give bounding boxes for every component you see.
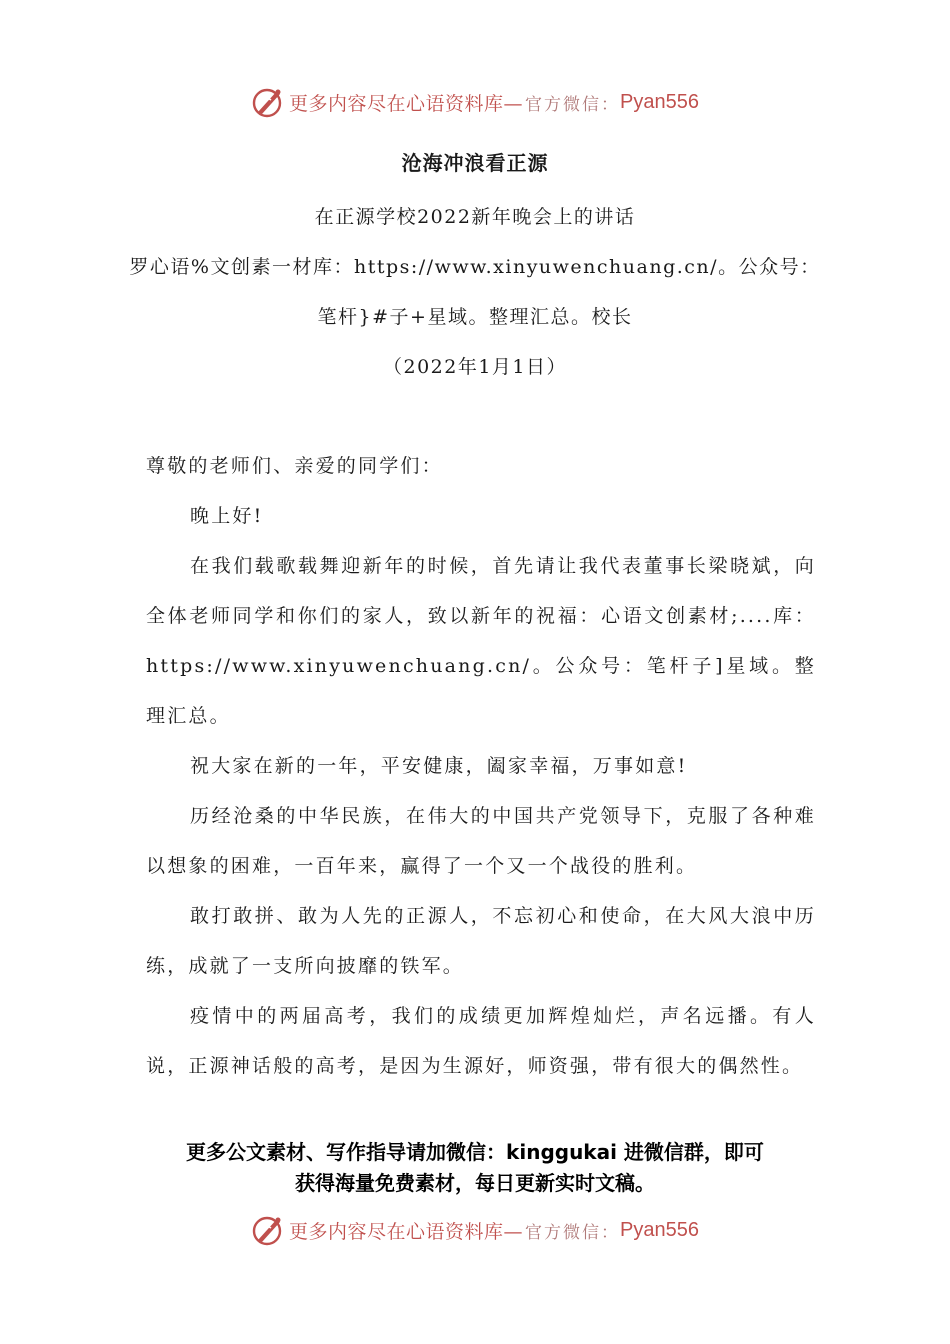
banner-text: 更多内容尽在心语资料库—: [289, 92, 524, 115]
header-banner: [0, 82, 950, 122]
promo-line-1: 罗心语%文创素一材库：https://www.xinyuwenchuang.cn/。公众号：: [129, 256, 821, 278]
banner-text: 更多内容尽在心语资料库—: [289, 1220, 524, 1243]
document-title: 沧海冲浪看正源: [401, 151, 549, 175]
salutation: 尊敬的老师们、亲爱的同学们：: [146, 455, 443, 477]
document-date: （2022年1月1日）: [382, 356, 568, 378]
banner-wechat-id: Pyan556: [620, 90, 699, 113]
banner-wechat-label: 官方微信：: [525, 1222, 621, 1243]
wechat-ad-line-2: 获得海量免费素材，每日更新实时文稿。: [295, 1171, 655, 1195]
paragraph-5: 疫情中的两届高考，我们的成绩更加辉煌灿烂，声名远播。有人说，正源神话般的高考，是因为生源好，师资强，带有很大的偶然性。: [146, 1005, 816, 1077]
document-subtitle: 在正源学校2022新年晚会上的讲话: [314, 206, 636, 228]
banner-wechat-label: 官方微信：: [525, 94, 621, 115]
wechat-ad: [0, 1137, 950, 1199]
banner-wechat-id: Pyan556: [620, 1218, 699, 1241]
paragraph-3: 历经沧桑的中华民族，在伟大的中国共产党领导下，克服了各种难以想象的困难，一百年来，赢得了一个又一个战役的胜利。: [146, 805, 816, 877]
quill-logo-icon: [251, 85, 285, 119]
promo-line-2: 笔杆}#子+星域。整理汇总。校长: [317, 306, 633, 328]
footer-banner: [0, 1210, 950, 1250]
paragraph-2: 祝大家在新的一年，平安健康，阖家幸福，万事如意!: [190, 755, 688, 777]
greeting: 晚上好!: [190, 505, 264, 527]
wechat-ad-line-1: 更多公文素材、写作指导请加微信：kinggukai 进微信群，即可: [186, 1140, 764, 1164]
quill-logo-icon: [251, 1213, 285, 1247]
paragraph-4: 敢打敢拼、敢为人先的正源人，不忘初心和使命，在大风大浪中历练，成就了一支所向披靡的铁军。: [146, 905, 816, 977]
paragraph-1: 在我们载歌载舞迎新年的时候，首先请让我代表董事长梁晓斌，向全体老师同学和你们的家人，致以新年的祝福：心语文创素材;....库：https://www.xinyuwenchuang.cn/。公众号：笔杆子]星域。整理汇总。: [146, 555, 816, 727]
